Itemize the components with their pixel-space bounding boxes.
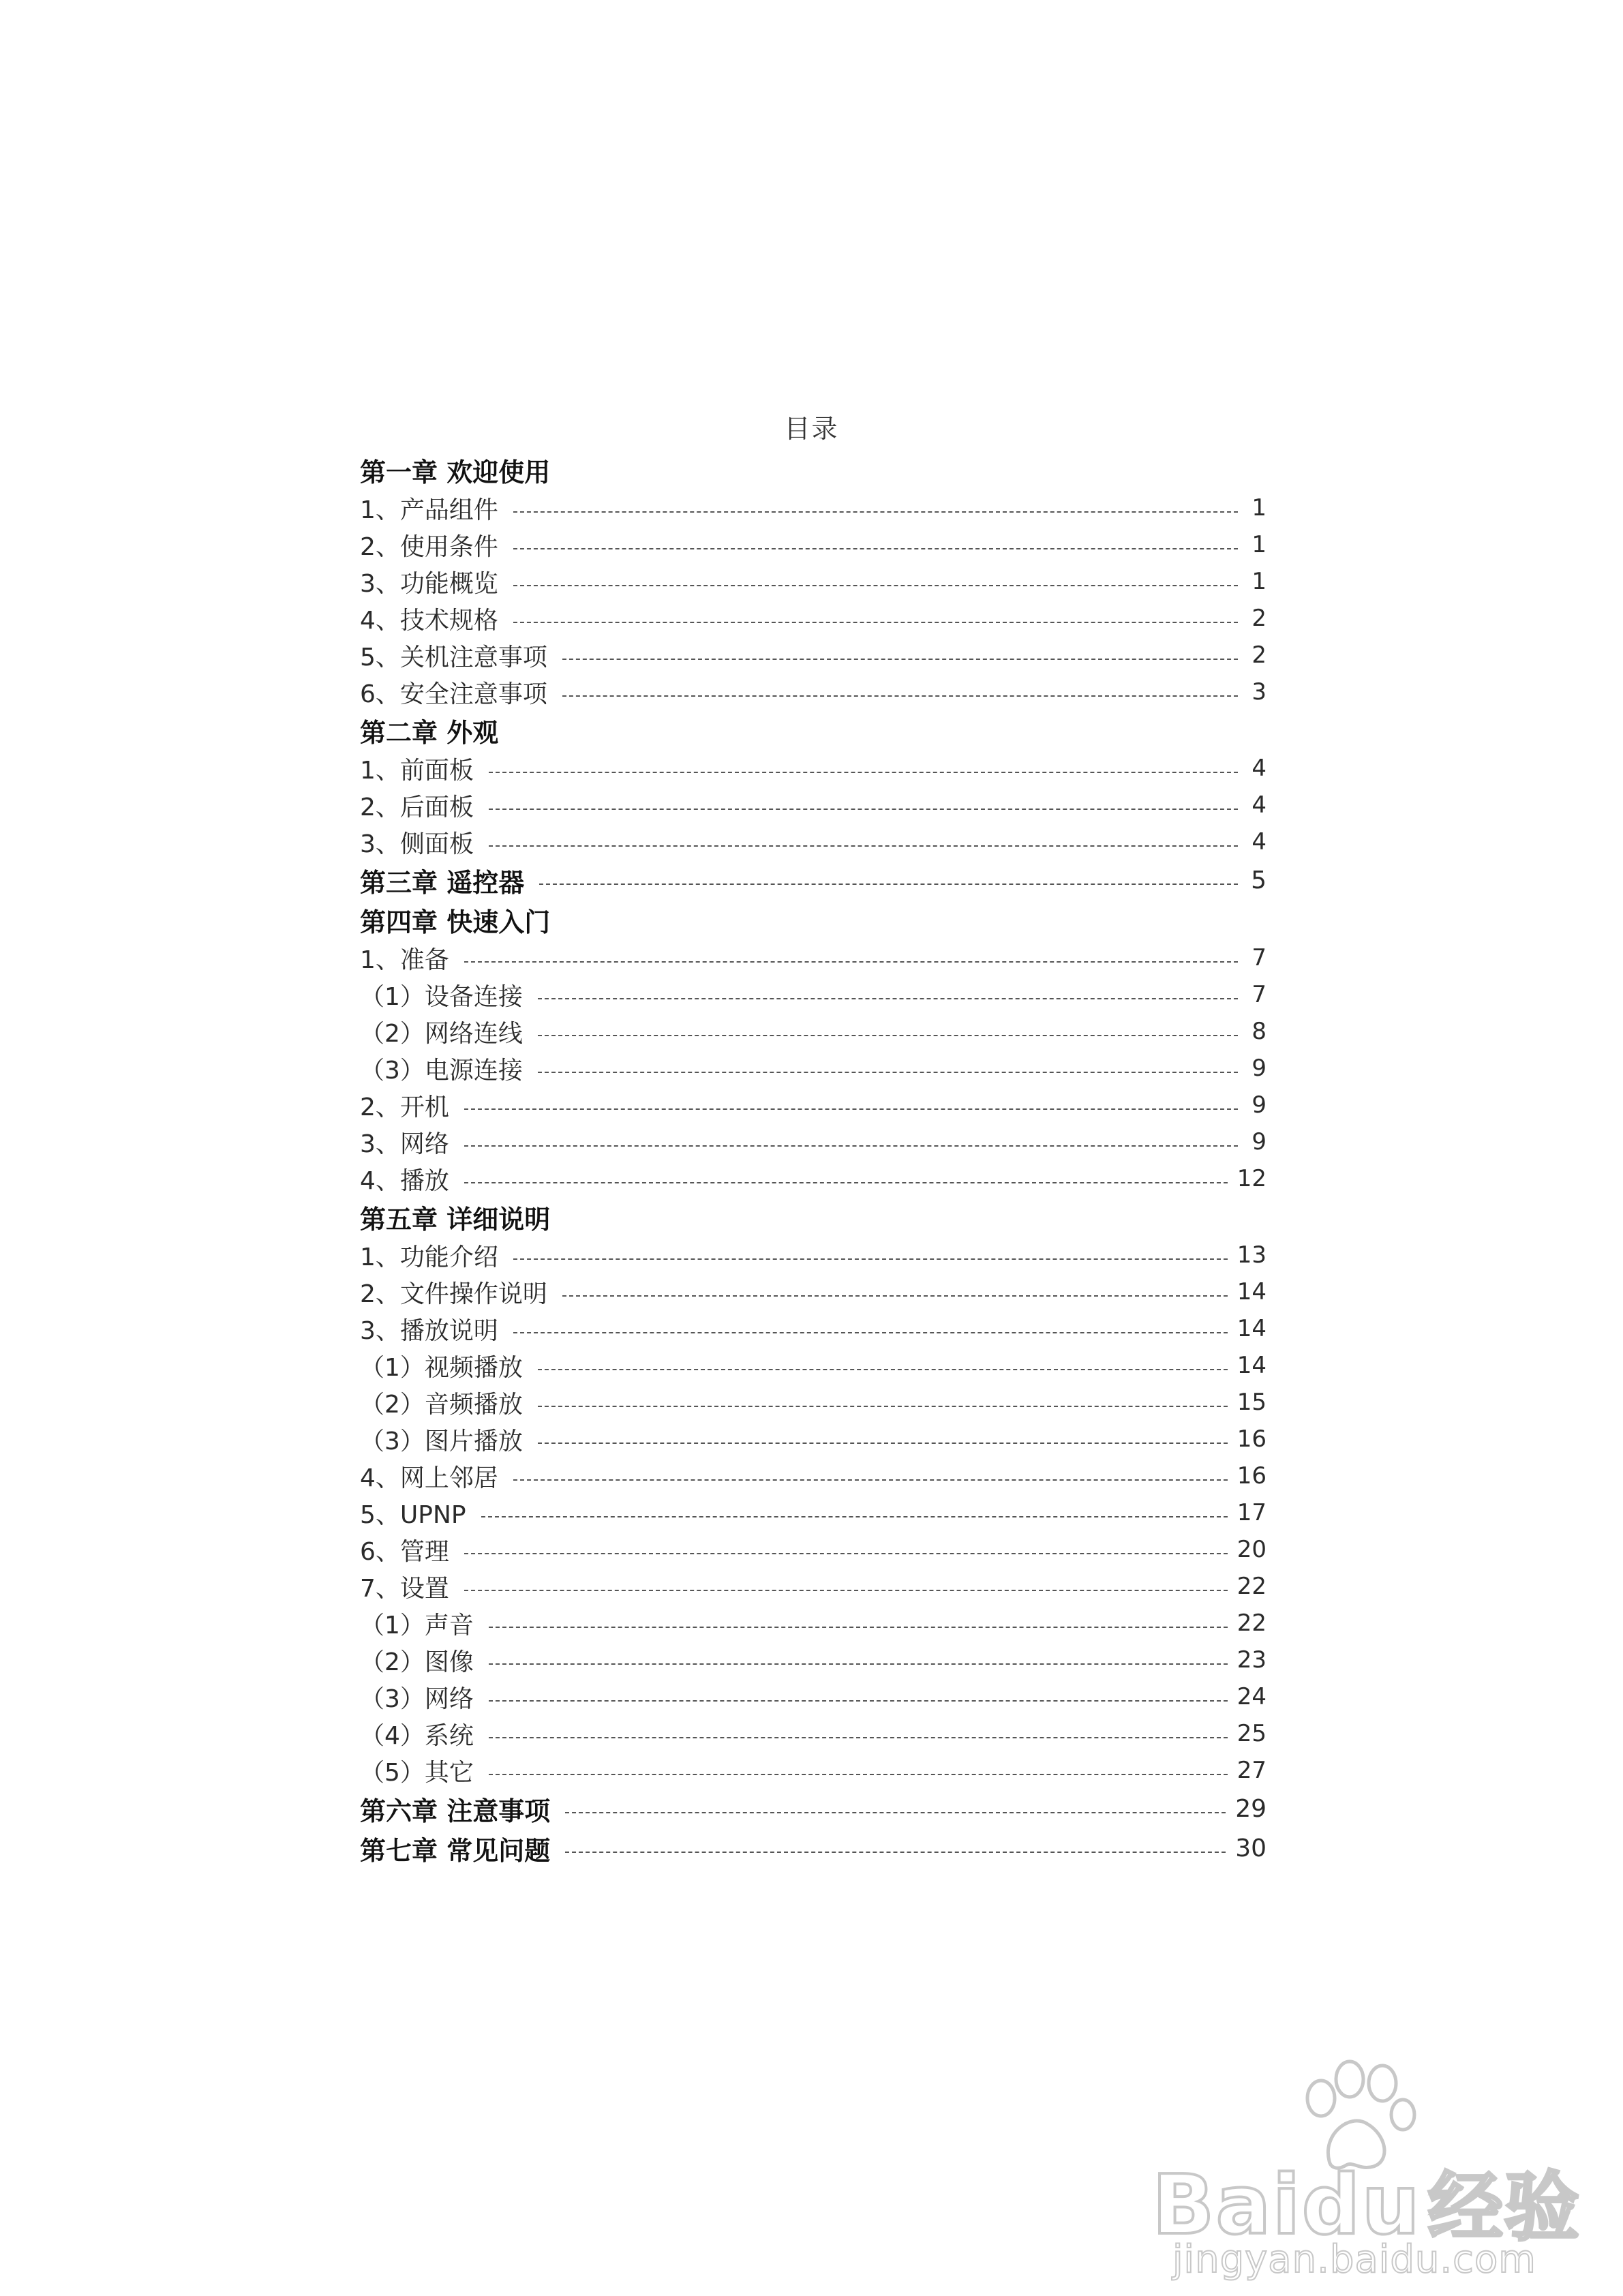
- toc-page-number: 1: [1252, 494, 1266, 522]
- toc-page-number: 22: [1237, 1610, 1266, 1637]
- toc-item-row: [360, 1531, 1266, 1568]
- toc-item-row: [360, 1457, 1266, 1494]
- dot-leader: [489, 772, 1238, 773]
- toc-entry-label: 第二章 外观: [360, 717, 499, 748]
- dot-leader: [489, 1737, 1228, 1738]
- toc-page-number: 7: [1252, 981, 1266, 1008]
- toc-page-number: 25: [1237, 1720, 1266, 1747]
- watermark-brand-cn: 经验: [1427, 2164, 1581, 2251]
- toc-chapter-row: [360, 1197, 1266, 1237]
- toc-entry-label: （2）图像: [360, 1648, 474, 1676]
- toc-page-number: 4: [1252, 828, 1266, 856]
- toc-page-number: 29: [1235, 1794, 1266, 1823]
- dot-leader: [565, 1852, 1226, 1853]
- toc-item-row: [360, 1237, 1266, 1273]
- dot-leader: [489, 1663, 1228, 1665]
- toc-page-number: 8: [1252, 1018, 1266, 1045]
- toc-item-row: [360, 1273, 1266, 1310]
- toc-item-row: [360, 563, 1266, 600]
- dot-leader: [464, 1590, 1228, 1591]
- dot-leader: [538, 1035, 1238, 1036]
- toc-entry-label: 第四章 快速入门: [360, 907, 551, 937]
- dot-leader: [489, 1774, 1228, 1775]
- toc-subitem-row: [360, 1752, 1266, 1789]
- toc-entry-label: 4、网上邻居: [360, 1464, 498, 1492]
- toc-entry-label: 3、功能概览: [360, 569, 498, 598]
- dot-leader: [481, 1516, 1228, 1517]
- toc-page-number: 16: [1237, 1462, 1266, 1490]
- dot-leader: [464, 1108, 1238, 1110]
- toc-item-row: [360, 1123, 1266, 1160]
- toc-entry-label: （5）其它: [360, 1758, 474, 1787]
- toc-item-row: [360, 1310, 1266, 1347]
- toc-subitem-row: [360, 1642, 1266, 1678]
- dot-leader: [562, 659, 1238, 660]
- dot-leader: [562, 1295, 1228, 1297]
- toc-page-number: 12: [1237, 1165, 1266, 1192]
- toc-page-number: 9: [1252, 1055, 1266, 1082]
- toc-item-row: [360, 750, 1266, 787]
- dot-leader: [538, 1072, 1238, 1073]
- toc-entry-label: 第三章 遥控器: [360, 867, 525, 898]
- toc-page-number: 22: [1237, 1573, 1266, 1600]
- baidu-jingyan-watermark: [1152, 2059, 1588, 2282]
- toc-item-row: [360, 637, 1266, 674]
- toc-chapter-row: [360, 1828, 1266, 1868]
- toc-entry-label: （1）声音: [360, 1611, 474, 1640]
- toc-page-number: 2: [1252, 605, 1266, 632]
- toc-entry-label: 第七章 常见问题: [360, 1835, 551, 1866]
- toc-page-number: 14: [1237, 1278, 1266, 1305]
- toc-subitem-row: [360, 1605, 1266, 1642]
- dot-leader: [538, 998, 1238, 999]
- dot-leader: [464, 1182, 1228, 1183]
- dot-leader: [489, 809, 1238, 810]
- dot-leader: [513, 511, 1238, 513]
- toc-subitem-row: [360, 1384, 1266, 1421]
- toc-page-number: 1: [1252, 568, 1266, 595]
- watermark-url: jingyan.baidu.com: [1172, 2237, 1536, 2282]
- dot-leader: [513, 1258, 1228, 1260]
- toc-entry-label: 第五章 详细说明: [360, 1204, 551, 1235]
- toc-title: 目录: [784, 414, 839, 444]
- toc-entry-label: 1、前面板: [360, 756, 474, 785]
- dot-leader: [538, 1369, 1228, 1370]
- toc-entry-label: 1、准备: [360, 946, 449, 974]
- toc-page-number: 15: [1237, 1389, 1266, 1416]
- toc-entry-label: 7、设置: [360, 1574, 449, 1603]
- toc-page-number: 23: [1237, 1646, 1266, 1674]
- toc-entry-label: 5、UPNP: [360, 1500, 466, 1529]
- toc-page-number: 7: [1252, 944, 1266, 971]
- toc-page-number: 4: [1252, 791, 1266, 819]
- toc-entry-label: 5、关机注意事项: [360, 643, 547, 671]
- toc-page-number: 13: [1237, 1241, 1266, 1269]
- dot-leader: [513, 622, 1238, 623]
- watermark-brand-bai: Bai: [1152, 2158, 1302, 2253]
- toc-page-number: 2: [1252, 641, 1266, 669]
- toc-entry-label: （3）图片播放: [360, 1427, 523, 1455]
- toc-entry-label: （2）音频播放: [360, 1390, 523, 1419]
- toc-entry-label: 4、技术规格: [360, 606, 498, 635]
- toc-item-row: [360, 674, 1266, 710]
- dot-leader: [513, 548, 1238, 549]
- dot-leader: [489, 1700, 1228, 1702]
- toc-item-row: [360, 1568, 1266, 1605]
- toc-entry-label: 6、安全注意事项: [360, 680, 547, 708]
- toc-chapter-row: [360, 710, 1266, 750]
- toc-subitem-row: [360, 976, 1266, 1013]
- toc-page-number: 4: [1252, 755, 1266, 782]
- toc-item-row: [360, 1087, 1266, 1123]
- toc-page-number: 9: [1252, 1091, 1266, 1119]
- dot-leader: [513, 1479, 1228, 1481]
- toc-page-number: 1: [1252, 531, 1266, 558]
- toc-chapter-row: [360, 900, 1266, 939]
- toc-subitem-row: [360, 1678, 1266, 1715]
- toc-entry-label: （3）网络: [360, 1685, 474, 1713]
- toc-item-row: [360, 787, 1266, 824]
- toc-subitem-row: [360, 1050, 1266, 1087]
- dot-leader: [489, 1627, 1228, 1628]
- toc-entry-label: （2）网络连线: [360, 1019, 523, 1048]
- dot-leader: [464, 1553, 1228, 1554]
- toc-item-row: [360, 939, 1266, 976]
- toc-page-number: 9: [1252, 1128, 1266, 1155]
- dot-leader: [464, 961, 1238, 963]
- toc-entry-label: 3、侧面板: [360, 830, 474, 858]
- toc-entry-label: 3、播放说明: [360, 1316, 498, 1345]
- toc-entry-label: （3）电源连接: [360, 1056, 523, 1085]
- dot-leader: [539, 883, 1238, 885]
- dot-leader: [489, 845, 1238, 847]
- toc-page-number: 5: [1251, 866, 1266, 894]
- toc-item-row: [360, 600, 1266, 637]
- toc-entry-label: （4）系统: [360, 1721, 474, 1750]
- toc-item-row: [360, 489, 1266, 526]
- toc-entry-label: 6、管理: [360, 1537, 449, 1566]
- toc-entry-label: 第一章 欢迎使用: [360, 457, 551, 487]
- toc-subitem-row: [360, 1013, 1266, 1050]
- toc-entry-label: （1）视频播放: [360, 1353, 523, 1382]
- dot-leader: [513, 585, 1238, 586]
- toc-page-number: 17: [1237, 1499, 1266, 1526]
- dot-leader: [562, 695, 1238, 697]
- toc-page-number: 30: [1235, 1834, 1266, 1862]
- toc-entry-label: （1）设备连接: [360, 982, 523, 1011]
- toc-item-row: [360, 1494, 1266, 1531]
- toc-subitem-row: [360, 1421, 1266, 1457]
- dot-leader: [538, 1442, 1228, 1444]
- toc-item-row: [360, 824, 1266, 860]
- toc-page-number: 16: [1237, 1425, 1266, 1453]
- toc-item-row: [360, 1160, 1266, 1197]
- toc-entry-label: 2、使用条件: [360, 532, 498, 561]
- toc-page-number: 14: [1237, 1352, 1266, 1379]
- toc-entry-label: 2、后面板: [360, 793, 474, 821]
- toc-page-number: 3: [1252, 678, 1266, 706]
- toc-entry-label: 1、功能介绍: [360, 1243, 498, 1271]
- toc-entry-label: 1、产品组件: [360, 496, 498, 524]
- toc-entry-label: 2、文件操作说明: [360, 1280, 547, 1308]
- toc-page-number: 27: [1237, 1757, 1266, 1784]
- toc-subitem-row: [360, 1715, 1266, 1752]
- toc-page-number: 14: [1237, 1315, 1266, 1342]
- toc-chapter-row: [360, 1789, 1266, 1828]
- toc-item-row: [360, 526, 1266, 563]
- toc-subitem-row: [360, 1347, 1266, 1384]
- toc-entry-label: 4、播放: [360, 1166, 449, 1195]
- toc-entry-label: 第六章 注意事项: [360, 1796, 551, 1826]
- toc-page-number: 24: [1237, 1683, 1266, 1710]
- toc-chapter-row: [360, 450, 1266, 489]
- toc-entry-label: 3、网络: [360, 1130, 449, 1158]
- toc-page-number: 20: [1237, 1536, 1266, 1563]
- dot-leader: [565, 1812, 1226, 1813]
- table-of-contents: [360, 450, 1266, 1868]
- dot-leader: [513, 1332, 1228, 1333]
- dot-leader: [538, 1406, 1228, 1407]
- toc-chapter-row: [360, 860, 1266, 900]
- dot-leader: [464, 1145, 1238, 1147]
- watermark-brand-du: du: [1301, 2158, 1421, 2253]
- toc-entry-label: 2、开机: [360, 1093, 449, 1121]
